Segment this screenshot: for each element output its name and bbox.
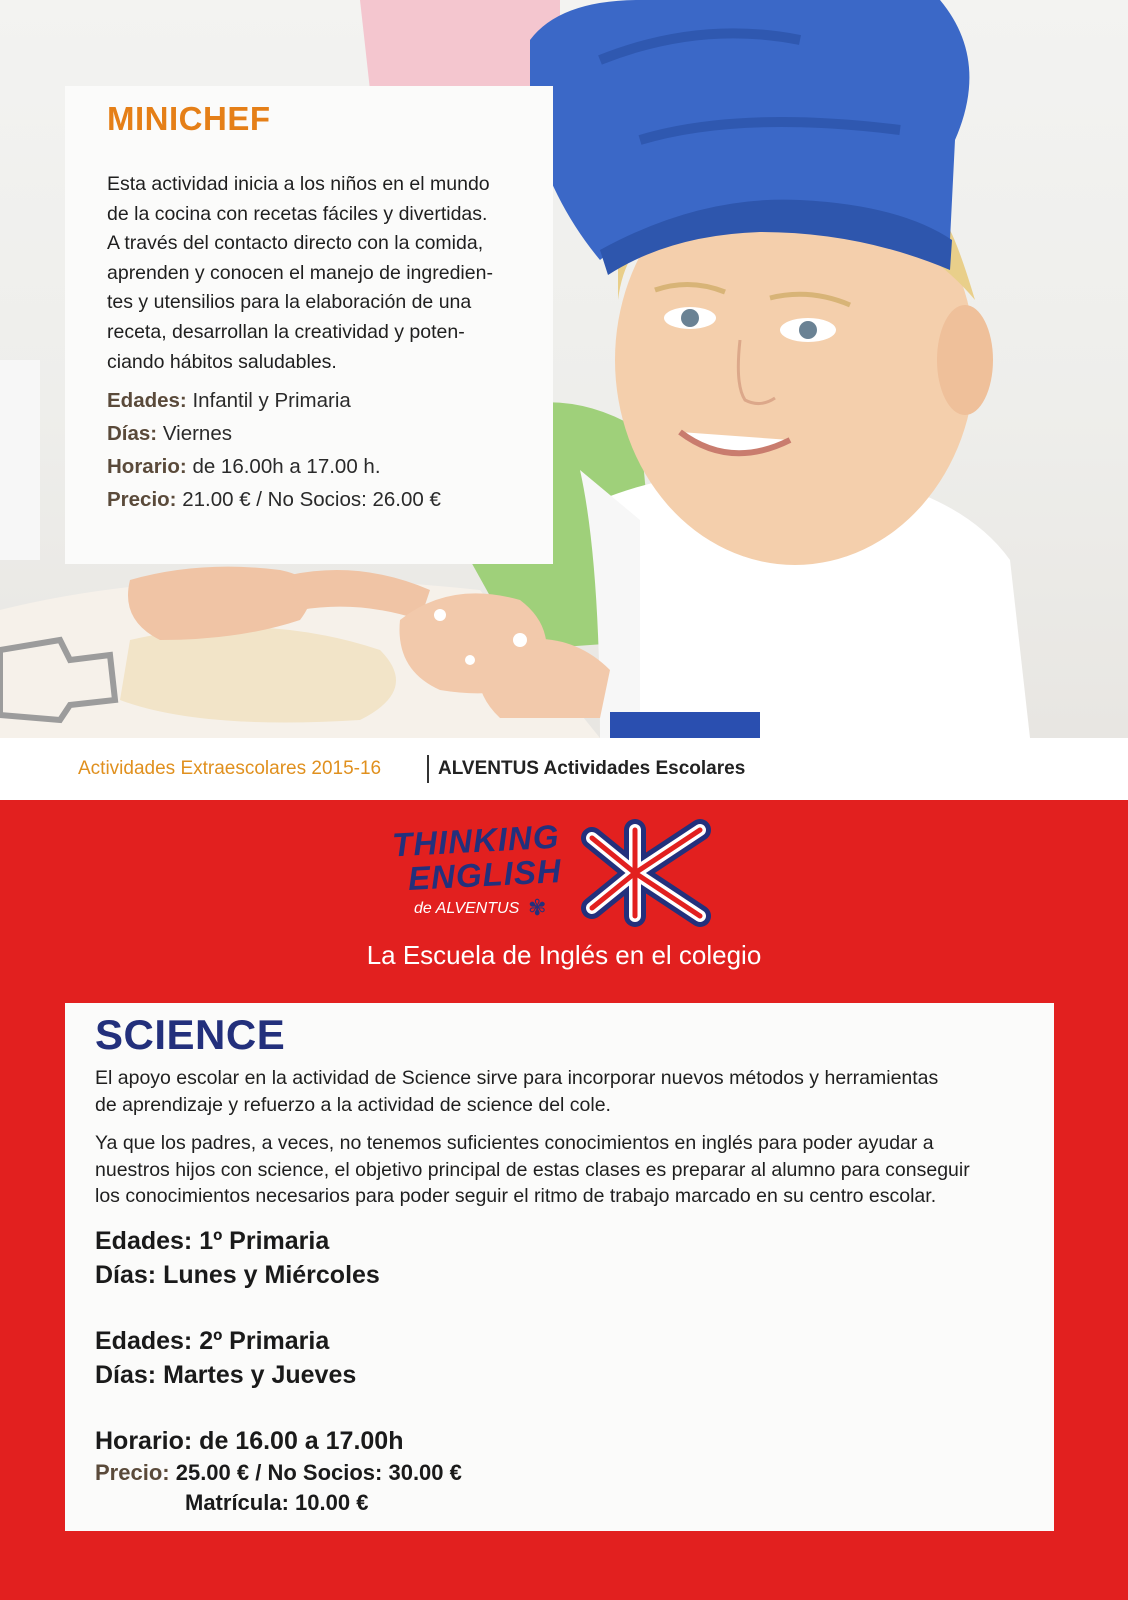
thinking-english-logo (390, 818, 730, 938)
minichef-desc-line: aprenden y conocen el manejo de ingredien- (107, 261, 493, 284)
logo-k-mark-icon (580, 818, 720, 928)
footer-section-title: Actividades Extraescolares 2015-16 (78, 758, 382, 779)
minichef-days (107, 417, 553, 450)
science-schedule: Horario: de 16.00 a 17.00h (95, 1426, 404, 1455)
science-price (95, 1458, 1024, 1488)
science-p2-line: nuestros hijos con science, el objetivo principal de estas clases es preparar al alumno para conseguir (95, 1158, 970, 1181)
science-group-2 (95, 1324, 1024, 1392)
logo-line-english: ENGLISH (407, 852, 563, 897)
school-tagline: La Escuela de Inglés en el colegio (366, 940, 762, 970)
science-p1-line: de aprendizaje y refuerzo a la actividad de science del cole. (95, 1093, 611, 1116)
science-card (65, 1003, 1054, 1531)
science-enrollment: Matrícula: 10.00 € (185, 1489, 369, 1515)
minichef-card (65, 86, 553, 564)
science-group1-ages: Edades: 1º Primaria (95, 1226, 330, 1255)
science-title: SCIENCE (95, 1011, 286, 1058)
logo-subtitle: de ALVENTUS (414, 900, 520, 917)
minichef-desc-line: Esta actividad inicia a los niños en el mundo (107, 173, 490, 195)
minichef-ages (107, 384, 553, 417)
minichef-days-value: Viernes (162, 422, 232, 446)
science-group1-days: Días: Lunes y Miércoles (95, 1260, 380, 1289)
minichef-desc-line: A través del contacto directo con la comida, (107, 232, 484, 255)
science-pricing (95, 1424, 1024, 1518)
logo-line-thinking: THINKING (391, 817, 561, 864)
chef-child-photo (0, 0, 1128, 738)
science-group2-ages: Edades: 2º Primaria (95, 1326, 330, 1355)
minichef-desc-line: ciando hábitos saludables. (107, 350, 337, 373)
minichef-price-value: 21.00 € / No Socios: 26.00 € (182, 488, 441, 512)
minichef-schedule-label: Horario: (107, 455, 187, 479)
minichef-desc-line: de la cocina con recetas fáciles y divertidas. (107, 202, 488, 225)
science-p2-line: los conocimientos necesarios para poder seguir el ritmo de trabajo marcado en su centro escolar. (95, 1185, 937, 1207)
science-p2-line: Ya que los padres, a veces, no tenemos suficientes conocimientos en inglés para poder ayudar a (95, 1132, 934, 1154)
science-price-value: 25.00 € / No Socios: 30.00 € (175, 1459, 462, 1485)
footer-brand: ALVENTUS Actividades Escolares (438, 758, 746, 779)
science-paragraph-2 (95, 1130, 1024, 1210)
science-paragraph-1 (95, 1065, 1024, 1118)
science-p1-line: El apoyo escolar en la actividad de Science sirve para incorporar nuevos métodos y herramientas (95, 1067, 939, 1089)
minichef-price (107, 483, 553, 516)
minichef-title: MINICHEF (107, 100, 271, 137)
minichef-description (107, 170, 547, 377)
minichef-price-label: Precio: (107, 488, 177, 512)
minichef-ages-value: Infantil y Primaria (192, 389, 351, 413)
science-price-label: Precio: (95, 1459, 170, 1485)
science-group2-days: Días: Martes y Jueves (95, 1360, 357, 1389)
science-group-1 (95, 1224, 1024, 1292)
minichef-ages-label: Edades: (107, 389, 187, 413)
minichef-schedule (107, 450, 553, 483)
flower-icon: ✾ (528, 895, 547, 920)
minichef-desc-line: receta, desarrollan la creatividad y poten- (107, 320, 465, 343)
minichef-desc-line: tes y utensilios para la elaboración de una (107, 291, 472, 314)
page-footer-strip (0, 738, 1128, 800)
minichef-days-label: Días: (107, 422, 158, 446)
footer-divider (427, 755, 429, 783)
minichef-schedule-value: de 16.00h a 17.00 h. (192, 455, 381, 479)
